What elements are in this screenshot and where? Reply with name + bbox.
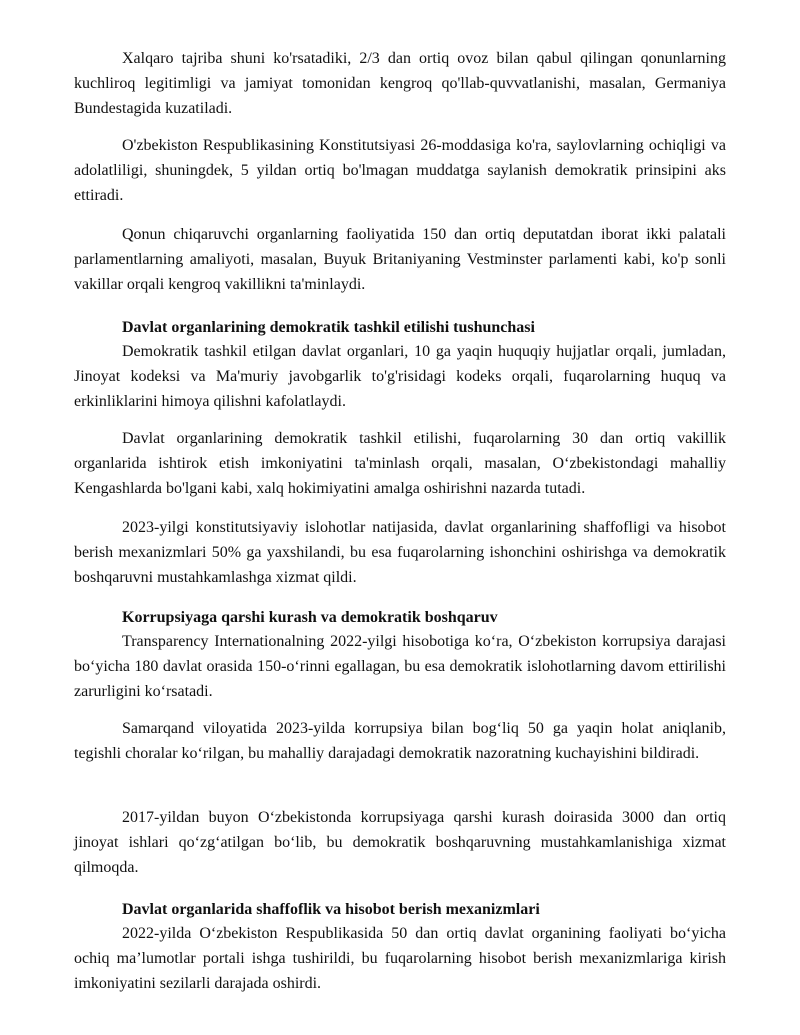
paragraph: Transparency Internationalning 2022-yilgi hisobotiga ko‘ra, O‘zbekiston korrupsiya darajasi bo‘yicha 180 davlat orasida 150-o‘rinni egallagan, bu esa demokratik islohotlarning davom ettirilishi zarurligini ko‘rsatadi. xyxy=(74,633,726,700)
paragraph: 2023-yilgi konstitutsiyaviy islohotlar natijasida, davlat organlarining shaffofligi va hisobot berish mexanizmlari 50% ga yaxshilandi, bu esa fuqarolarning ishonchini oshirishga va demokratik boshqaruvni mustahkamlashga xizmat qildi. xyxy=(74,519,726,586)
paragraph: Samarqand viloyatida 2023-yilda korrupsiya bilan bog‘liq 50 ga yaqin holat aniqlanib, tegishli choralar ko‘rilgan, bu mahalliy darajadagi demokratik nazoratning kuchayishini bildiradi. xyxy=(74,720,726,762)
paragraph: 2017-yildan buyon O‘zbekistonda korrupsiyaga qarshi kurash doirasida 3000 dan ortiq jinoyat ishlari qo‘zg‘atilgan bo‘lib, bu demokratik boshqaruvning mustahkamlanishiga xizmat qilmoqda. xyxy=(74,809,726,876)
paragraph: O'zbekiston Respublikasining Konstitutsiyasi 26-moddasiga ko'ra, saylovlarning ochiqligi va adolatliligi, shuningdek, 5 yildan ortiq bo'lmagan muddatga saylanish demokratik prinsipini aks ettiradi. xyxy=(74,137,726,204)
section-heading: Korrupsiyaga qarshi kurash va demokratik boshqaruv xyxy=(122,609,498,626)
paragraph: Xalqaro tajriba shuni ko'rsatadiki, 2/3 dan ortiq ovoz bilan qabul qilingan qonunlarning kuchliroq legitimligi va jamiyat tomonidan kengroq qo'llab-quvvatlanishi, masalan, Germaniya Bundestagida kuzatiladi. xyxy=(74,50,726,117)
paragraph: Davlat organlarining demokratik tashkil etilishi, fuqarolarning 30 dan ortiq vakillik organlarida ishtirok etish imkoniyatini ta'minlash orqali, masalan, O‘zbekistondagi mahalliy Kengashlarda bo'lgani kabi, xalq hokimiyatini amalga oshirishni nazarda tutadi. xyxy=(74,430,726,497)
paragraph: 2022-yilda O‘zbekiston Respublikasida 50 dan ortiq davlat organining faoliyati bo‘yicha ochiq ma’lumotlar portali ishga tushirildi, bu fuqarolarning hisobot berish mexanizmlariga kirish imkoniyatini sezilarli darajada oshirdi. xyxy=(74,925,726,992)
section-heading: Davlat organlarining demokratik tashkil etilishi tushunchasi xyxy=(122,319,535,336)
paragraph: Demokratik tashkil etilgan davlat organlari, 10 ga yaqin huquqiy hujjatlar orqali, jumladan, Jinoyat kodeksi va Ma'muriy javobgarlik to'g'risidagi kodeks orqali, fuqarolarning huquq va erkinliklarini himoya qilishni kafolatlaydi. xyxy=(74,343,726,410)
section-heading: Davlat organlarida shaffoflik va hisobot berish mexanizmlari xyxy=(122,901,540,918)
paragraph: Qonun chiqaruvchi organlarning faoliyatida 150 dan ortiq deputatdan iborat ikki palatali parlamentlarning amaliyoti, masalan, Buyuk Britaniyaning Vestminster parlamenti kabi, ko'p sonli vakillar orqali kengroq vakillikni ta'minlaydi. xyxy=(74,226,726,293)
